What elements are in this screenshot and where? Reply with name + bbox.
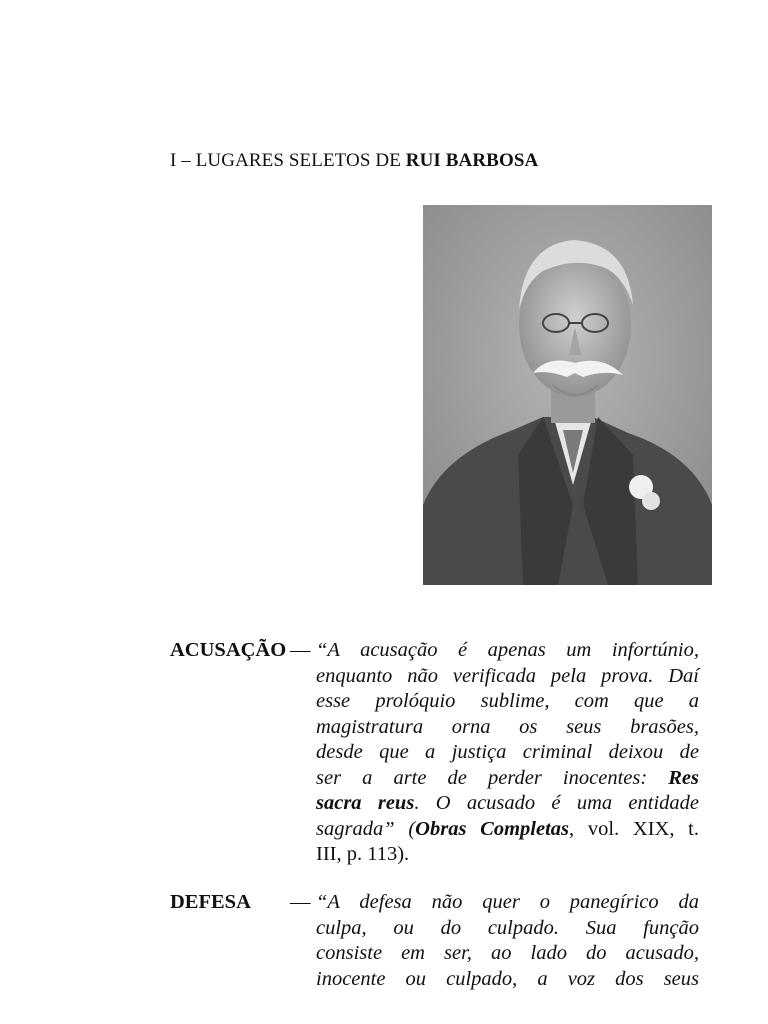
quote-fragment: . O acusado é uma entidade [414,792,700,814]
entry-quote [316,890,699,992]
quote-line-composite [316,791,699,817]
entry-dash: — [290,891,311,913]
entry-dash: — [290,639,311,661]
portrait-photo-icon [423,205,712,585]
heading-name: RUI BARBOSA [405,150,539,171]
quote-line: culpa, ou do culpado. Sua função [316,916,699,939]
quote-line: inocente ou culpado, a voz dos seus [316,967,699,990]
quote-line: enquanto não verificada pela prova. Daí [316,664,699,687]
quote-emphasis: Res [668,766,699,789]
quote-fragment: ser a arte de perder inocentes: [316,766,669,789]
section-heading [170,150,538,172]
heading-prefix: I – LUGARES SELETOS DE [170,150,406,171]
entry-term: ACUSAÇÃO [170,639,287,661]
quote-line: “A defesa não quer o panegírico da [316,891,699,913]
citation-ref-end: III, p. 113). [316,843,410,865]
portrait-photo [423,205,712,585]
quote-line: desde que a justiça criminal deixou de [316,741,699,763]
citation-title: Obras Completas [415,817,569,840]
quote-line: “A acusação é apenas um infortúnio, [316,639,699,661]
quote-line: consiste em ser, ao lado do acusado, [316,942,699,964]
quote-line-composite [316,817,699,843]
quote-line-composite [316,766,699,792]
quote-fragment: sagrada” ( [316,817,416,840]
entry-term: DEFESA [170,891,251,913]
entry-quote [316,638,699,868]
citation-ref: , vol. XIX, t. [569,817,700,840]
quote-emphasis: sacra reus [316,792,415,814]
quote-line: magistratura orna os seus brasões, [316,715,699,738]
quote-line: esse prolóquio sublime, com que a [316,690,699,712]
